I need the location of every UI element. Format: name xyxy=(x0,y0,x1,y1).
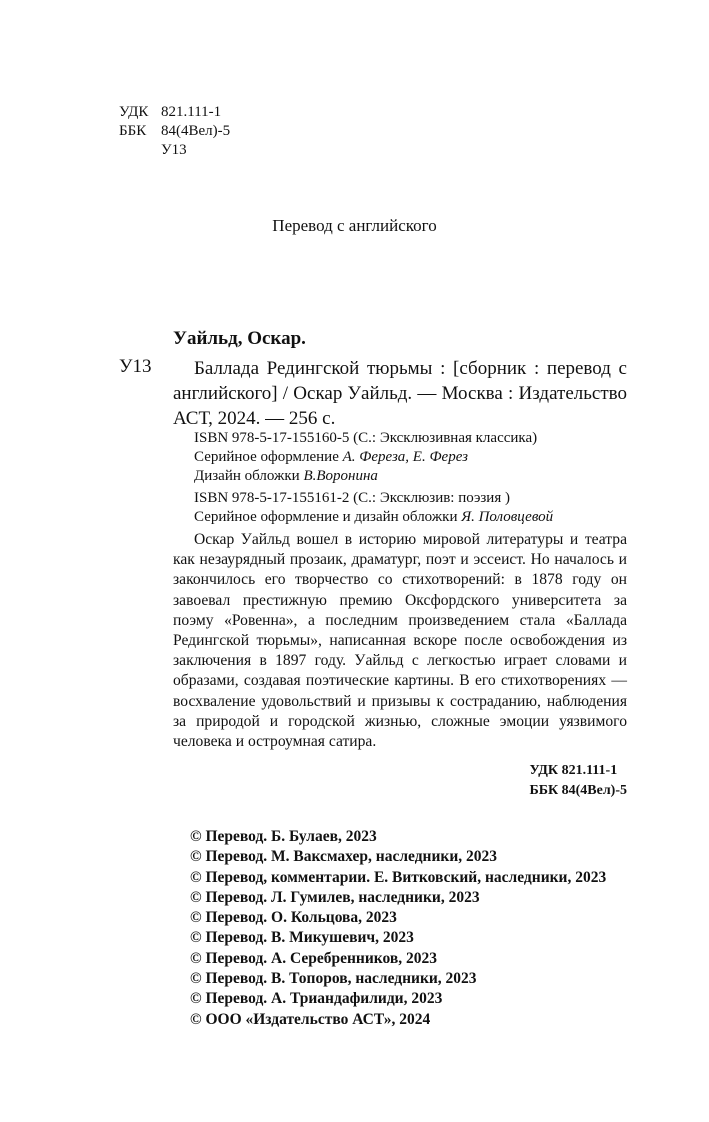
description-text: Баллада Редингской тюрьмы : [сборник : перевод с английского] / Оскар Уайльд. — Москва : Издательство АСТ, 2024. — 256 с. xyxy=(173,358,627,429)
udk-code: УДК 821.111-1 xyxy=(529,763,618,778)
series-design-label: Серийное оформление xyxy=(194,449,339,465)
isbn-block-2 xyxy=(194,489,553,527)
bibliographic-description xyxy=(173,356,627,431)
cover-design-name: В.Воронина xyxy=(303,468,378,484)
copyright-line: © Перевод. В. Топоров, наследники, 2023 xyxy=(190,970,477,988)
series-design-line xyxy=(194,508,553,527)
udk-row xyxy=(119,103,230,122)
copyright-line: © Перевод. Л. Гумилев, наследники, 2023 xyxy=(190,888,480,906)
cover-design-label: Дизайн обложки xyxy=(194,468,300,484)
series-design-name: А. Фереза, Е. Ферез xyxy=(342,449,468,465)
author-heading: Уайльд, Оскар. xyxy=(173,328,306,349)
cover-design-line xyxy=(194,467,537,486)
author-sign: У13 xyxy=(161,142,187,158)
series-design-line xyxy=(194,448,537,467)
series-design-name: Я. Половцевой xyxy=(461,509,554,525)
udk-value: 821.111-1 xyxy=(161,104,222,120)
bbk-label: ББК xyxy=(119,123,147,139)
bbk-row xyxy=(119,122,230,141)
annotation-paragraph: Оскар Уайльд вошел в историю мировой литературы и театра как незаурядный прозаик, драматург, поэт и эссеист. Но началось и закончилось его творчество со стихотворений: в 1878 году он завоевал престижную премию Оксфордского университета за поэму «Ровенна», а последним произведением стала «Баллада Редингской тюрьмы», написанная вскоре после освобождения из заключения в 1897 году. Уайльд с легкостью играет словами и образами, создавая поэтические картины. В его стихотворениях — восхваление удовольствий и призывы к состраданию, наблюдения за природой и городской жизнью, сложные эмоции уязвимого человека и остроумная сатира. xyxy=(173,531,627,751)
bbk-code: ББК 84(4Вел)-5 xyxy=(529,783,627,798)
copyright-list xyxy=(190,827,606,1030)
copyright-line: © Перевод, комментарии. Е. Витковский, наследники, 2023 xyxy=(190,868,607,886)
copyright-line: © ООО «Издательство АСТ», 2024 xyxy=(190,1010,431,1028)
bbk-value: 84(4Вел)-5 xyxy=(161,123,231,139)
cutter-number: У13 xyxy=(119,356,152,377)
copyright-line: © Перевод. М. Ваксмахер, наследники, 2023 xyxy=(190,848,498,866)
copyright-line: © Перевод. Б. Булаев, 2023 xyxy=(190,828,377,845)
isbn-line: ISBN 978-5-17-155161-2 (С.: Эксклюзив: поэзия ) xyxy=(194,490,510,506)
udk-label: УДК xyxy=(119,104,149,120)
copyright-line: © Перевод. А. Триандафилиди, 2023 xyxy=(190,990,443,1008)
copyright-line: © Перевод. А. Серебренников, 2023 xyxy=(190,949,438,967)
classification-footer xyxy=(529,761,627,801)
isbn-block-1 xyxy=(194,429,537,486)
isbn-line: ISBN 978-5-17-155160-5 (С.: Эксклюзивная классика) xyxy=(194,430,538,446)
classification-codes xyxy=(119,103,230,160)
series-design-label: Серийное оформление и дизайн обложки xyxy=(194,509,458,525)
copyright-line: © Перевод. В. Микушевич, 2023 xyxy=(190,929,414,947)
copyright-line: © Перевод. О. Кольцова, 2023 xyxy=(190,909,397,927)
translation-note: Перевод с английского xyxy=(272,216,437,235)
